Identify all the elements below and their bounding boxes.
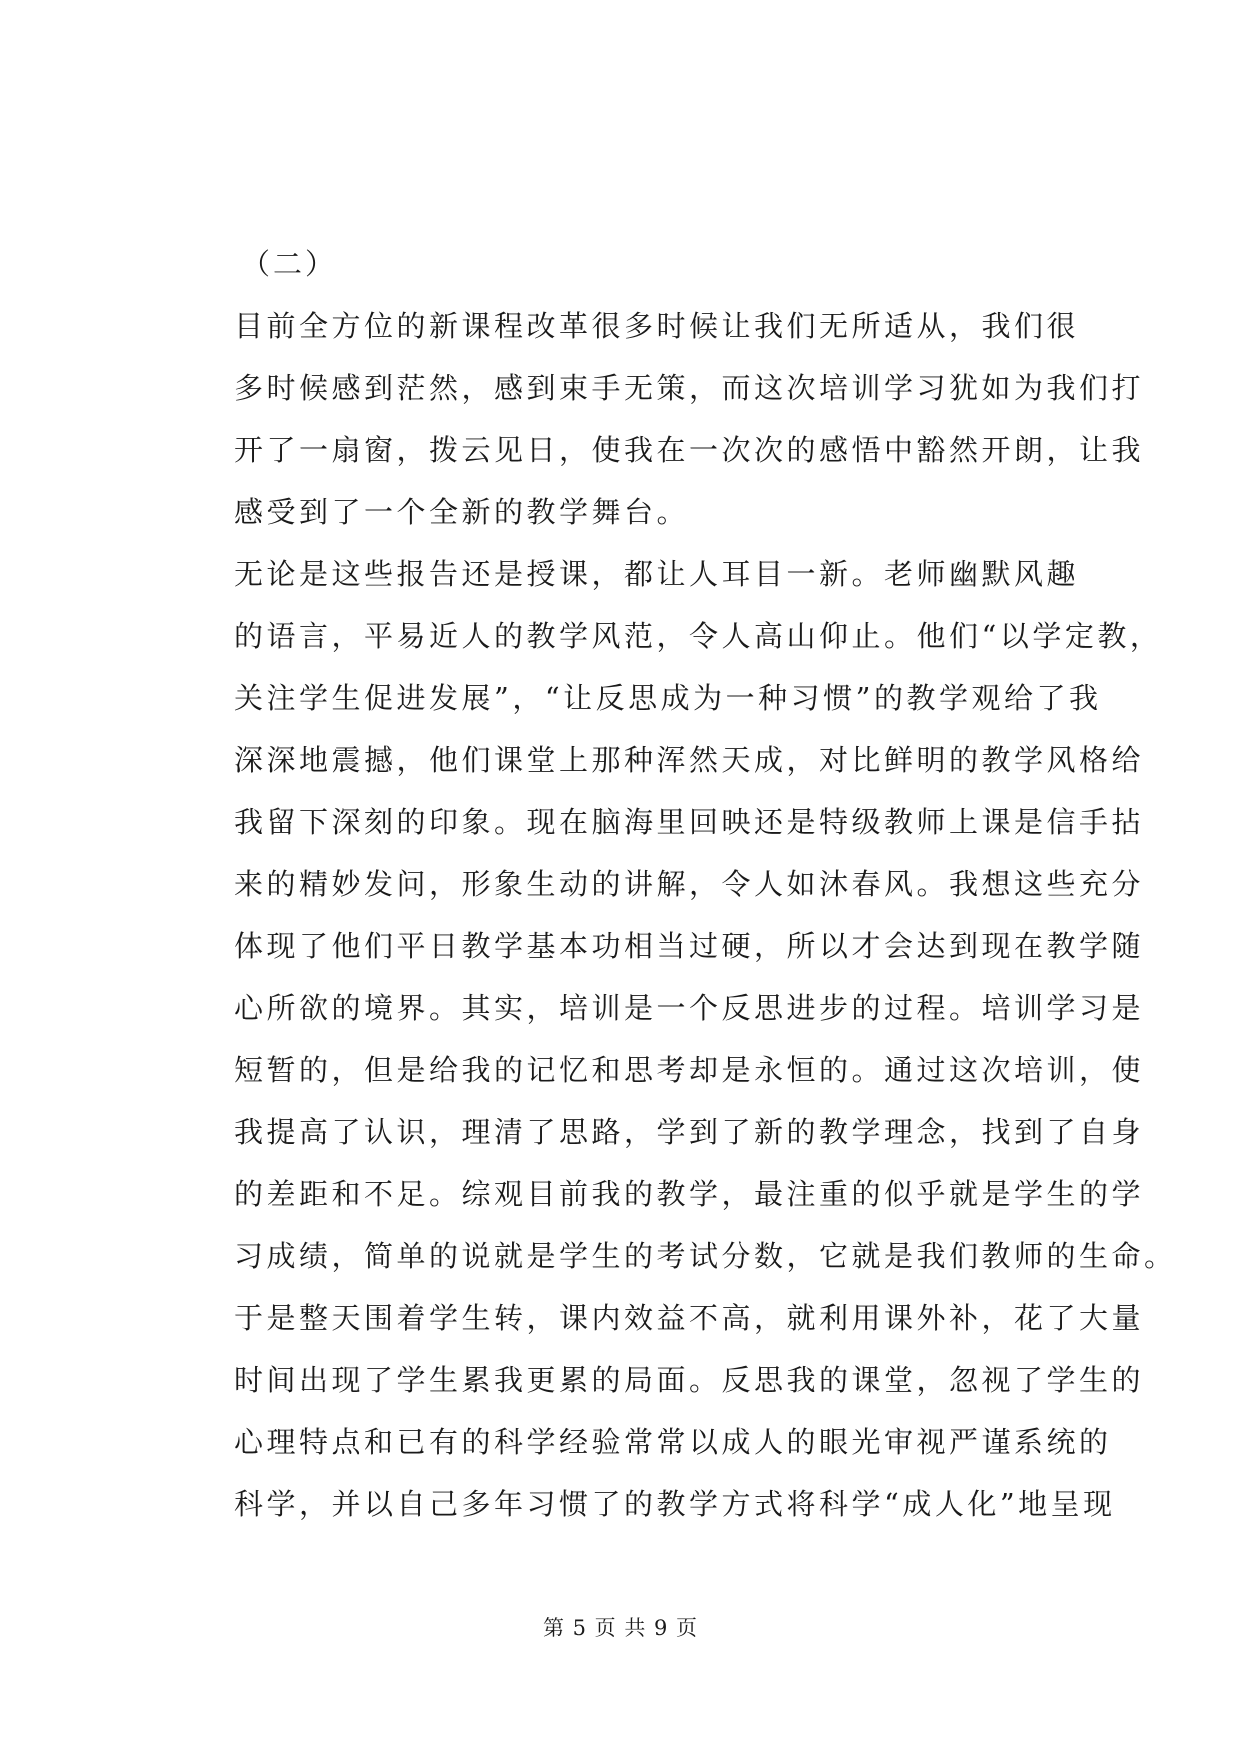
paragraph-line: 的语言，平易近人的教学风范，令人高山仰止。他们“以学定教， [234, 619, 1163, 653]
paragraph-line: 的差距和不足。综观目前我的教学，最注重的似乎就是学生的学 [234, 1177, 1145, 1211]
page-body [234, 233, 1177, 1535]
paragraph-line: 深深地震撼，他们课堂上那种浑然天成，对比鲜明的教学风格给 [234, 743, 1145, 777]
section-heading: （二） [241, 247, 338, 281]
paragraph-1 [234, 295, 1145, 543]
paragraph-line: 心理特点和已有的科学经验常常以成人的眼光审视严谨系统的 [234, 1425, 1112, 1459]
paragraph-line: 来的精妙发问，形象生动的讲解，令人如沐春风。我想这些充分 [234, 867, 1145, 901]
paragraph-line: 心所欲的境界。其实，培训是一个反思进步的过程。培训学习是 [234, 991, 1145, 1025]
paragraph-line: 习成绩，简单的说就是学生的考试分数，它就是我们教师的生命。 [234, 1239, 1177, 1273]
paragraph-line: 多时候感到茫然，感到束手无策，而这次培训学习犹如为我们打 [234, 371, 1145, 405]
paragraph-line: 我提高了认识，理清了思路，学到了新的教学理念，找到了自身 [234, 1115, 1145, 1149]
paragraph-line: 无论是这些报告还是授课，都让人耳目一新。老师幽默风趣 [234, 557, 1080, 591]
paragraph-line: 体现了他们平日教学基本功相当过硬，所以才会达到现在教学随 [234, 929, 1145, 963]
paragraph-line: 目前全方位的新课程改革很多时候让我们无所适从，我们很 [234, 309, 1080, 343]
paragraph-line: 于是整天围着学生转，课内效益不高，就利用课外补，花了大量 [234, 1301, 1145, 1335]
paragraph-2 [234, 543, 1177, 1535]
paragraph-line: 开了一扇窗，拨云见日，使我在一次次的感悟中豁然开朗，让我 [234, 433, 1145, 467]
paragraph-line: 我留下深刻的印象。现在脑海里回映还是特级教师上课是信手拈 [234, 805, 1145, 839]
paragraph-line: 感受到了一个全新的教学舞台。 [234, 495, 690, 529]
paragraph-line: 科学，并以自己多年习惯了的教学方式将科学“成人化”地呈现 [234, 1487, 1116, 1521]
paragraph-line: 时间出现了学生累我更累的局面。反思我的课堂，忽视了学生的 [234, 1363, 1145, 1397]
paragraph-line: 短暂的，但是给我的记忆和思考却是永恒的。通过这次培训，使 [234, 1053, 1145, 1087]
paragraph-line: 关注学生促进发展”，“让反思成为一种习惯”的教学观给了我 [234, 681, 1102, 715]
page-footer: 第 5 页 共 9 页 [542, 1616, 699, 1640]
